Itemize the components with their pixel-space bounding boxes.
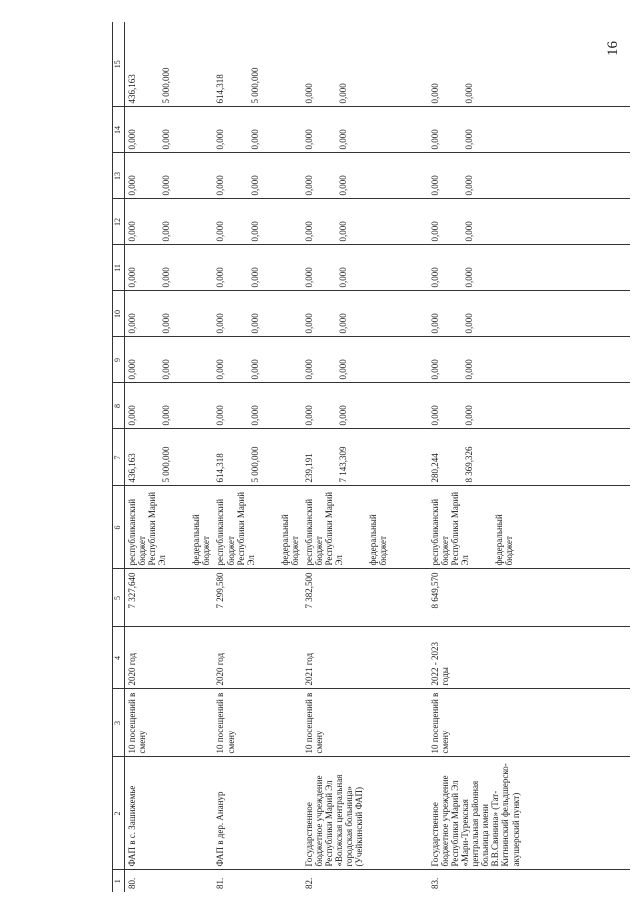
- cell-c9: 0,000 0,000: [125, 337, 214, 383]
- col-header: 5: [113, 569, 125, 627]
- col-header: 2: [113, 757, 125, 870]
- cell-c7: 436,163 5 000,000: [125, 429, 214, 486]
- col-header: 13: [113, 153, 125, 199]
- total-cost: 7 327,640: [125, 569, 214, 627]
- cell-c14: 0,000 0,000: [302, 107, 428, 153]
- period: 2021 год: [302, 627, 428, 689]
- cell-c15: 0,000 0,000: [302, 22, 428, 107]
- cell-c11: 0,000 0,000: [302, 245, 428, 291]
- cell-c11: 0,000 0,000: [428, 245, 630, 291]
- source-republic: республиканский бюджет Республики Марий Эл: [429, 491, 471, 566]
- cell-c14: 0,000 0,000: [428, 107, 630, 153]
- page-number: 16: [605, 41, 621, 56]
- cell-c12: 0,000 0,000: [302, 199, 428, 245]
- col-header: 15: [113, 22, 125, 107]
- cell-c8: 0,000 0,000: [428, 383, 630, 429]
- facility-name: Государственное бюджетное учреждение Республики Марий Эл «Мари-Турекская центральная районная больница имени В.В.Свинина» (Тат-Китнинский фельдшерско-акушерский пункт): [428, 757, 630, 870]
- facility-name: ФАП в с. Зашижемье: [125, 757, 214, 870]
- cell-c13: 0,000 0,000: [302, 153, 428, 199]
- capacity: 10 посещений в смену: [125, 689, 214, 757]
- facility-name: ФАП в дер. Ананур: [213, 757, 301, 870]
- row-number: 82.: [303, 877, 314, 889]
- cell-c8: 0,000 0,000: [125, 383, 214, 429]
- source-federal: федеральный бюджет: [279, 514, 300, 566]
- row-number: 81.: [215, 877, 226, 889]
- cell-c13: 0,000 0,000: [428, 153, 630, 199]
- col-header: 1: [113, 870, 125, 892]
- col-header: 6: [113, 486, 125, 569]
- cell-c9: 0,000 0,000: [428, 337, 630, 383]
- cell-c15: 614,318 5 000,000: [213, 22, 301, 107]
- cell-c12: 0,000 0,000: [125, 199, 214, 245]
- total-cost: 7 382,500: [302, 569, 428, 627]
- funding-source: [428, 486, 630, 569]
- funding-source: [125, 486, 214, 569]
- col-header: 3: [113, 689, 125, 757]
- capacity: 10 посещений в смену: [428, 689, 630, 757]
- cell-c12: 0,000 0,000: [428, 199, 630, 245]
- cell-c15: 0,000 0,000: [428, 22, 630, 107]
- cell-c9: 0,000 0,000: [302, 337, 428, 383]
- cell-c10: 0,000 0,000: [125, 291, 214, 337]
- period: 2020 год: [213, 627, 301, 689]
- cell-c15: 436,163 5 000,000: [125, 22, 214, 107]
- cell-c11: 0,000 0,000: [213, 245, 301, 291]
- table-row: [302, 22, 428, 892]
- column-numbers-row: [113, 22, 125, 892]
- col-header: 7: [113, 429, 125, 486]
- funding-source: [302, 486, 428, 569]
- source-republic: республиканский бюджет Республики Марий Эл: [215, 491, 256, 566]
- col-header: 4: [113, 627, 125, 689]
- source-republic: республиканский бюджет Республики Марий Эл: [303, 491, 345, 566]
- funding-source: [213, 486, 301, 569]
- cell-c13: 0,000 0,000: [213, 153, 301, 199]
- cell-c10: 0,000 0,000: [213, 291, 301, 337]
- cell-c7: 239,191 7 143,309: [302, 429, 428, 486]
- period: 2022 - 2023 годы: [428, 627, 630, 689]
- cell-c14: 0,000 0,000: [125, 107, 214, 153]
- cell-c8: 0,000 0,000: [302, 383, 428, 429]
- total-cost: 8 649,570: [428, 569, 630, 627]
- col-header: 14: [113, 107, 125, 153]
- table-row: [125, 22, 214, 892]
- facility-name: Государственное бюджетное учреждение Республики Марий Эл «Волжская центральная городская больница» (Учейкинский ФАП): [302, 757, 428, 870]
- col-header: 11: [113, 245, 125, 291]
- financing-table: [112, 22, 630, 892]
- source-federal: федеральный бюджет: [494, 514, 515, 566]
- source-federal: федеральный бюджет: [368, 514, 389, 566]
- cell-c11: 0,000 0,000: [125, 245, 214, 291]
- cell-c13: 0,000 0,000: [125, 153, 214, 199]
- col-header: 9: [113, 337, 125, 383]
- source-federal: федеральный бюджет: [191, 514, 212, 566]
- rotated-table-wrapper: [112, 22, 639, 892]
- col-header: 12: [113, 199, 125, 245]
- cell-c10: 0,000 0,000: [428, 291, 630, 337]
- col-header: 10: [113, 291, 125, 337]
- row-number: 83.: [429, 877, 440, 889]
- total-cost: 7 299,580: [213, 569, 301, 627]
- cell-c9: 0,000 0,000: [213, 337, 301, 383]
- capacity: 10 посещений в смену: [302, 689, 428, 757]
- table-row: [213, 22, 301, 892]
- capacity: 10 посещений в смену: [213, 689, 301, 757]
- cell-c10: 0,000 0,000: [302, 291, 428, 337]
- col-header: 8: [113, 383, 125, 429]
- cell-c7: 280,244 8 369,326: [428, 429, 630, 486]
- source-republic: республиканский бюджет Республики Марий Эл: [127, 491, 168, 566]
- table-row: [428, 22, 630, 892]
- period: 2020 год: [125, 627, 214, 689]
- cell-c12: 0,000 0,000: [213, 199, 301, 245]
- cell-c8: 0,000 0,000: [213, 383, 301, 429]
- row-number: 80.: [127, 877, 137, 889]
- cell-c14: 0,000 0,000: [213, 107, 301, 153]
- cell-c7: 614,318 5 000,000: [213, 429, 301, 486]
